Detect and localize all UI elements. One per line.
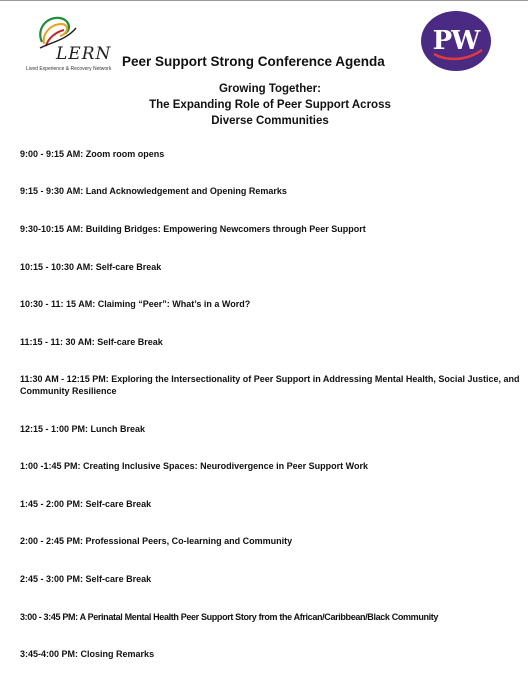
agenda-title: Creating Inclusive Spaces: Neurodivergence in Peer Support Work xyxy=(83,461,368,471)
pw-logo xyxy=(420,10,492,72)
agenda-title: Building Bridges: Empowering Newcomers through Peer Support xyxy=(85,224,366,234)
agenda-item xyxy=(20,148,525,160)
lern-logo xyxy=(26,12,126,72)
agenda-item xyxy=(20,185,525,197)
agenda-time: 9:00 - 9:15 AM: xyxy=(20,149,84,159)
agenda-time: 3:00 - 3:45 PM: xyxy=(20,612,78,622)
agenda-item xyxy=(20,223,525,235)
agenda-title: Zoom room opens xyxy=(85,149,165,159)
agenda-item xyxy=(20,336,525,348)
agenda-title: Closing Remarks xyxy=(80,649,155,659)
agenda-item xyxy=(20,460,525,472)
agenda-item xyxy=(20,261,525,273)
agenda-item xyxy=(20,535,525,547)
agenda-time: 11:30 AM - 12:15 PM: xyxy=(20,374,109,384)
page-title: Peer Support Strong Conference Agenda xyxy=(122,54,385,69)
agenda-time: 10:15 - 10:30 AM: xyxy=(20,262,94,272)
agenda-time: 11:15 - 11: 30 AM: xyxy=(20,337,95,347)
conference-theme xyxy=(100,81,440,129)
agenda-title: Professional Peers, Co-learning and Community xyxy=(85,536,293,546)
agenda-time: 2:00 - 2:45 PM: xyxy=(20,536,84,546)
agenda-time: 9:15 - 9:30 AM: xyxy=(20,186,84,196)
pw-logo-text: PW xyxy=(432,26,480,56)
agenda-item xyxy=(20,423,525,435)
agenda-title: Self-care Break xyxy=(95,262,162,272)
agenda-time: 1:00 -1:45 PM: xyxy=(20,461,84,471)
agenda-title: Self-care Break xyxy=(85,574,152,584)
theme-line-2: The Expanding Role of Peer Support Across xyxy=(149,99,391,111)
lern-logo-tagline: Lived Experience & Recovery Network xyxy=(26,66,112,72)
agenda-title: Lunch Break xyxy=(90,424,146,434)
agenda-title: Land Acknowledgement and Opening Remarks xyxy=(85,186,287,196)
agenda-title: Self-care Break xyxy=(97,337,163,347)
agenda-time: 9:30-10:15 AM: xyxy=(20,224,86,234)
lern-logo-text: LERN xyxy=(56,44,112,64)
agenda-title: Claiming “Peer”: What’s in a Word? xyxy=(97,299,251,309)
theme-line-3: Diverse Communities xyxy=(211,115,329,127)
agenda-time: 3:45-4:00 PM: xyxy=(20,649,79,659)
agenda-item xyxy=(20,573,525,585)
agenda-item xyxy=(20,498,525,510)
agenda-item xyxy=(20,611,525,623)
agenda-time: 2:45 - 3:00 PM: xyxy=(20,574,84,584)
agenda-time: 12:15 - 1:00 PM: xyxy=(20,424,89,434)
agenda-item xyxy=(20,298,525,310)
agenda-time: 1:45 - 2:00 PM: xyxy=(20,499,84,509)
agenda-item xyxy=(20,373,525,397)
agenda-title: Self-care Break xyxy=(85,499,152,509)
agenda-item xyxy=(20,648,525,660)
theme-line-1: Growing Together: xyxy=(218,83,321,95)
agenda-time: 10:30 - 11: 15 AM: xyxy=(20,299,96,309)
agenda-title: Exploring the Intersectionality of Peer Support in Addressing Mental Health, Social Justice, and Community Resilience xyxy=(20,374,520,396)
agenda-title: A Perinatal Mental Health Peer Support Story from the African/Caribbean/Black Community xyxy=(79,612,439,622)
top-divider xyxy=(0,0,528,1)
